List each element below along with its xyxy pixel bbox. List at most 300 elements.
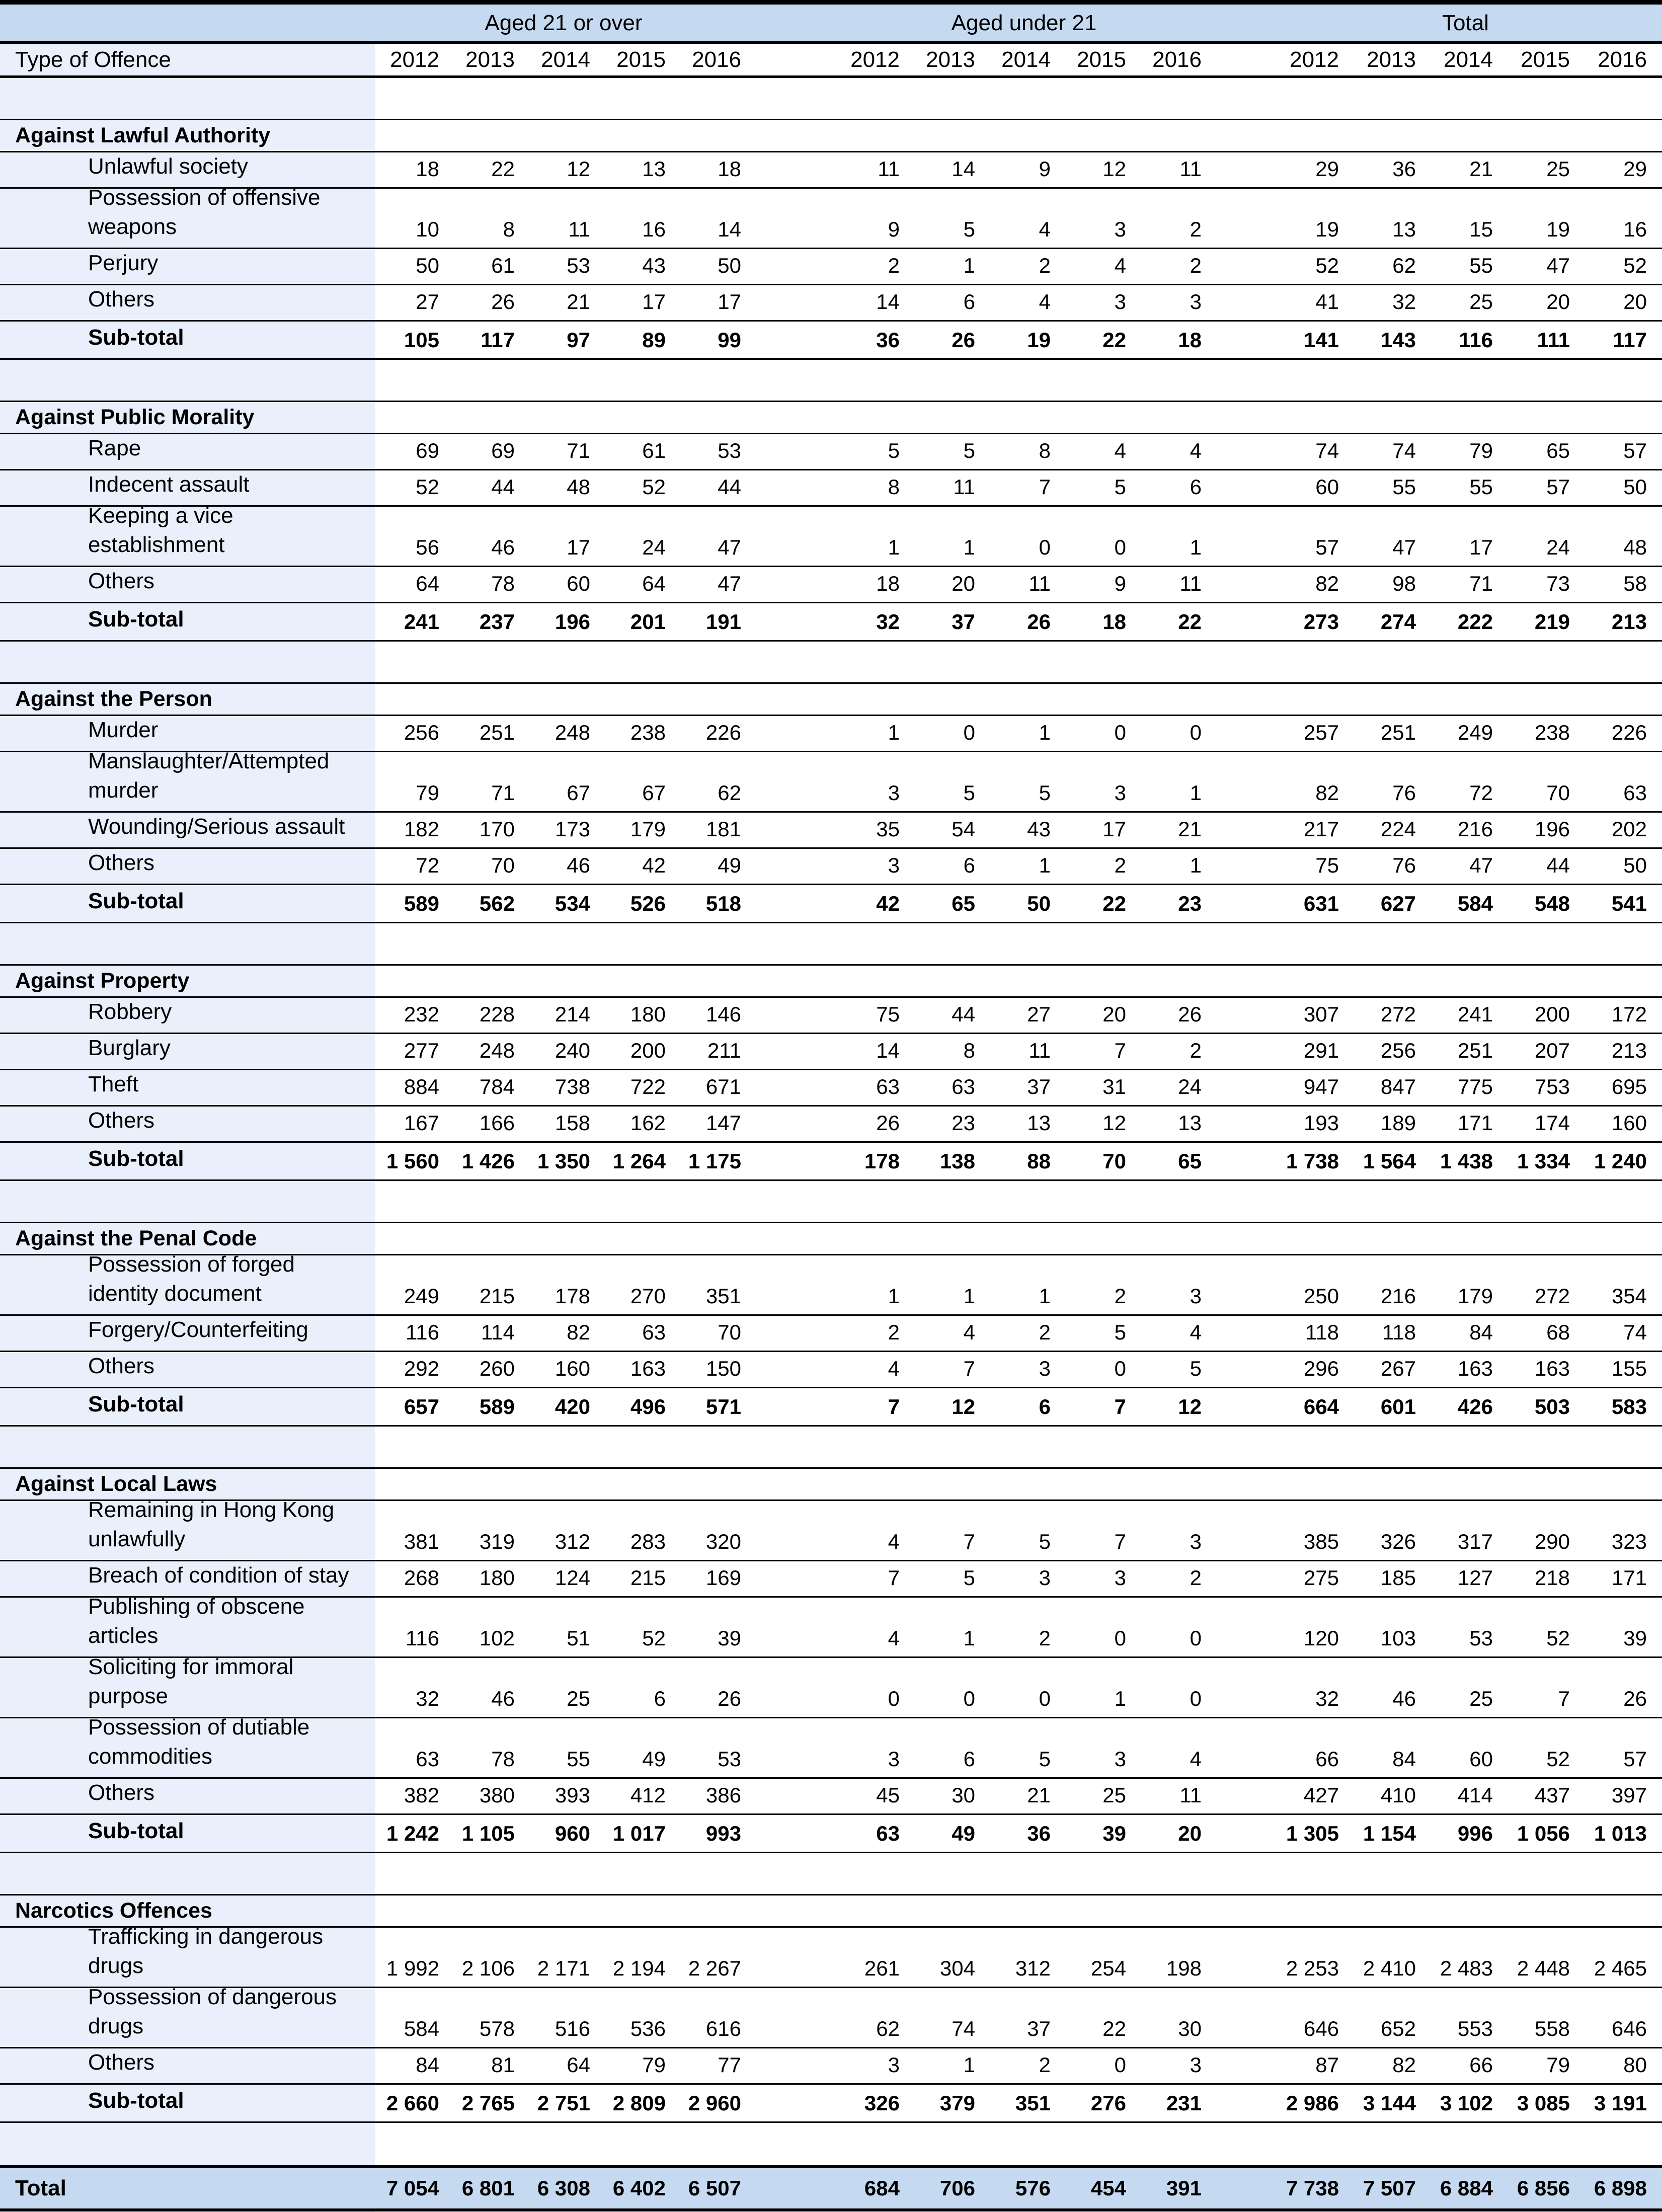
value-cell: 181 bbox=[705, 817, 741, 841]
value-cell: 55 bbox=[1392, 475, 1416, 499]
value-cell: 7 bbox=[1114, 1039, 1126, 1062]
value-cell: 224 bbox=[1380, 817, 1416, 841]
value-cell: 261 bbox=[864, 1956, 900, 1980]
value-cell: 1 bbox=[963, 535, 975, 559]
gap-cell bbox=[1213, 1650, 1273, 1656]
value-cell: 6 bbox=[1039, 1395, 1051, 1418]
value-cell: 143 bbox=[1380, 328, 1416, 352]
value-cell: 3 bbox=[1190, 1284, 1202, 1308]
value-cell: 44 bbox=[491, 475, 515, 499]
value-cell: 7 bbox=[888, 1566, 900, 1590]
value-cell: 46 bbox=[1392, 1687, 1416, 1710]
value-cell: 562 bbox=[479, 892, 515, 915]
value-cell: 589 bbox=[404, 892, 439, 915]
gap-cell bbox=[1213, 1135, 1273, 1141]
value-cell: 70 bbox=[491, 853, 515, 877]
value-cell: 169 bbox=[705, 1566, 741, 1590]
value-cell: 18 bbox=[718, 157, 741, 181]
value-cell: 198 bbox=[1166, 1956, 1202, 1980]
value-cell: 412 bbox=[630, 1783, 666, 1807]
value-cell: 20 bbox=[1623, 290, 1647, 313]
value-cell: 22 bbox=[1102, 892, 1126, 915]
subtotal-label: Sub-total bbox=[88, 607, 184, 631]
value-cell: 53 bbox=[567, 254, 590, 277]
offence-label: Possession of offensive weapons bbox=[88, 185, 321, 239]
value-cell: 1 bbox=[1114, 1687, 1126, 1710]
value-cell: 391 bbox=[1166, 2176, 1202, 2200]
value-cell: 254 bbox=[1090, 1956, 1126, 1980]
value-cell: 22 bbox=[491, 157, 515, 181]
gap-cell bbox=[1213, 1981, 1273, 1987]
value-cell: 652 bbox=[1380, 2017, 1416, 2040]
value-cell: 17 bbox=[642, 290, 666, 313]
offence-label: Forgery/Counterfeiting bbox=[88, 1317, 308, 1342]
grand-total-row bbox=[0, 2165, 1662, 2211]
value-cell: 44 bbox=[1546, 853, 1570, 877]
value-cell: 276 bbox=[1090, 2091, 1126, 2115]
value-cell: 14 bbox=[876, 1039, 900, 1062]
value-cell: 58 bbox=[1623, 572, 1647, 595]
value-cell: 12 bbox=[1102, 157, 1126, 181]
value-cell: 74 bbox=[1623, 1320, 1647, 1344]
offence-label: Perjury bbox=[88, 251, 159, 275]
value-cell: 30 bbox=[1178, 2017, 1202, 2040]
value-cell: 47 bbox=[1546, 254, 1570, 277]
value-cell: 17 bbox=[1469, 535, 1493, 559]
gap-cell bbox=[752, 841, 835, 847]
value-cell: 64 bbox=[416, 572, 439, 595]
value-cell: 50 bbox=[718, 254, 741, 277]
value-cell: 3 144 bbox=[1363, 2091, 1416, 2115]
value-cell: 1 438 bbox=[1440, 1149, 1493, 1173]
value-cell: 42 bbox=[876, 892, 900, 915]
value-cell: 503 bbox=[1534, 1395, 1570, 1418]
value-cell: 323 bbox=[1611, 1530, 1647, 1553]
value-cell: 2 bbox=[1190, 1039, 1202, 1062]
gap-cell bbox=[752, 181, 835, 187]
value-cell: 4 bbox=[1190, 1747, 1202, 1771]
value-cell: 6 bbox=[963, 1747, 975, 1771]
offence-row bbox=[0, 1594, 1662, 1658]
value-cell: 116 bbox=[1459, 328, 1493, 352]
value-cell: 214 bbox=[555, 1002, 590, 1026]
value-cell: 996 bbox=[1457, 1822, 1493, 1845]
value-cell: 3 bbox=[1190, 1530, 1202, 1553]
value-cell: 200 bbox=[1534, 1002, 1570, 1026]
value-cell: 272 bbox=[1380, 1002, 1416, 1026]
age-group-header-row bbox=[0, 5, 1662, 44]
value-cell: 103 bbox=[1380, 1626, 1416, 1650]
value-cell: 62 bbox=[876, 2017, 900, 2040]
value-cell: 47 bbox=[718, 535, 741, 559]
value-cell: 54 bbox=[952, 817, 975, 841]
value-cell: 116 bbox=[406, 1320, 439, 1344]
value-cell: 13 bbox=[1027, 1111, 1051, 1135]
value-cell: 884 bbox=[404, 1075, 439, 1098]
value-cell: 22 bbox=[1102, 2017, 1126, 2040]
value-cell: 29 bbox=[1315, 157, 1339, 181]
offence-label: Manslaughter/Attempted murder bbox=[88, 749, 330, 803]
value-cell: 304 bbox=[939, 1956, 975, 1980]
offence-row bbox=[0, 1924, 1662, 1988]
value-cell: 706 bbox=[939, 2176, 975, 2200]
value-cell: 47 bbox=[718, 572, 741, 595]
value-cell: 5 bbox=[963, 217, 975, 241]
value-cell: 25 bbox=[1469, 290, 1493, 313]
value-cell: 170 bbox=[479, 817, 515, 841]
value-cell: 3 bbox=[888, 1747, 900, 1771]
value-cell: 2 483 bbox=[1440, 1956, 1493, 1980]
gap-cell bbox=[1213, 1381, 1273, 1387]
value-cell: 61 bbox=[491, 254, 515, 277]
value-cell: 11 bbox=[1028, 572, 1051, 595]
value-cell: 87 bbox=[1315, 2053, 1339, 2077]
year-header: 2013 bbox=[465, 47, 515, 72]
value-cell: 17 bbox=[1102, 817, 1126, 841]
value-cell: 105 bbox=[404, 328, 439, 352]
offence-label: Wounding/Serious assault bbox=[88, 814, 345, 839]
value-cell: 0 bbox=[1190, 721, 1202, 744]
value-cell: 39 bbox=[1102, 1822, 1126, 1845]
value-cell: 5 bbox=[963, 439, 975, 462]
subtotal-row bbox=[0, 1388, 1662, 1427]
offence-label: Soliciting for immoral purpose bbox=[88, 1654, 294, 1708]
offence-row bbox=[0, 1985, 1662, 2048]
value-cell: 2 194 bbox=[612, 1956, 666, 1980]
value-cell: 249 bbox=[1457, 721, 1493, 744]
value-cell: 26 bbox=[1623, 1687, 1647, 1710]
value-cell: 5 bbox=[963, 781, 975, 805]
offence-row bbox=[0, 503, 1662, 567]
value-cell: 5 bbox=[1039, 781, 1051, 805]
subtotal-row bbox=[0, 1143, 1662, 1181]
value-cell: 382 bbox=[404, 1783, 439, 1807]
value-cell: 213 bbox=[1611, 1039, 1647, 1062]
gap-cell bbox=[752, 1711, 835, 1717]
offence-row bbox=[0, 1654, 1662, 1718]
value-cell: 571 bbox=[705, 1395, 741, 1418]
value-cell: 291 bbox=[1303, 1039, 1339, 1062]
value-cell: 2 bbox=[888, 254, 900, 277]
value-cell: 50 bbox=[1027, 892, 1051, 915]
value-cell: 21 bbox=[567, 290, 590, 313]
value-cell: 191 bbox=[705, 610, 741, 634]
value-cell: 171 bbox=[1457, 1111, 1493, 1135]
value-cell: 1 334 bbox=[1517, 1149, 1570, 1173]
section-header-row bbox=[0, 120, 1662, 152]
value-cell: 576 bbox=[1015, 2176, 1051, 2200]
value-cell: 12 bbox=[567, 157, 590, 181]
value-cell: 526 bbox=[630, 892, 666, 915]
value-cell: 14 bbox=[876, 290, 900, 313]
value-cell: 379 bbox=[939, 2091, 975, 2115]
value-cell: 4 bbox=[888, 1530, 900, 1553]
value-cell: 251 bbox=[1457, 1039, 1493, 1062]
value-cell: 99 bbox=[718, 328, 741, 352]
value-cell: 116 bbox=[406, 1626, 439, 1650]
value-cell: 695 bbox=[1611, 1075, 1647, 1098]
value-cell: 0 bbox=[1190, 1626, 1202, 1650]
value-cell: 548 bbox=[1534, 892, 1570, 915]
value-cell: 26 bbox=[718, 1687, 741, 1710]
subtotal-label: Sub-total bbox=[88, 1146, 184, 1171]
year-header: 2013 bbox=[1367, 47, 1416, 72]
value-cell: 200 bbox=[630, 1039, 666, 1062]
offence-label: Others bbox=[88, 2050, 155, 2075]
value-cell: 22 bbox=[1178, 610, 1202, 634]
gap-cell bbox=[752, 1135, 835, 1141]
value-cell: 55 bbox=[567, 1747, 590, 1771]
offence-row bbox=[0, 1107, 1662, 1143]
value-cell: 52 bbox=[1546, 1626, 1570, 1650]
value-cell: 268 bbox=[404, 1566, 439, 1590]
value-cell: 29 bbox=[1623, 157, 1647, 181]
value-cell: 283 bbox=[630, 1530, 666, 1553]
year-header: 2015 bbox=[1077, 47, 1126, 72]
value-cell: 0 bbox=[963, 1687, 975, 1710]
subtotal-label: Sub-total bbox=[88, 1392, 184, 1416]
value-cell: 215 bbox=[630, 1566, 666, 1590]
gap-cell bbox=[1213, 1846, 1273, 1852]
offence-row bbox=[0, 813, 1662, 849]
value-cell: 117 bbox=[1613, 328, 1647, 352]
value-cell: 1 bbox=[888, 1284, 900, 1308]
value-cell: 84 bbox=[1392, 1747, 1416, 1771]
value-cell: 222 bbox=[1457, 610, 1493, 634]
value-cell: 5 bbox=[963, 1566, 975, 1590]
value-cell: 75 bbox=[1315, 853, 1339, 877]
value-cell: 167 bbox=[404, 1111, 439, 1135]
value-cell: 50 bbox=[1623, 475, 1647, 499]
gap-cell bbox=[1213, 181, 1273, 187]
value-cell: 0 bbox=[888, 1687, 900, 1710]
gap-cell bbox=[752, 1650, 835, 1656]
value-cell: 21 bbox=[1469, 157, 1493, 181]
value-cell: 257 bbox=[1303, 721, 1339, 744]
value-cell: 57 bbox=[1315, 535, 1339, 559]
value-cell: 23 bbox=[1178, 892, 1202, 915]
value-cell: 12 bbox=[1178, 1395, 1202, 1418]
spacer-row bbox=[0, 1181, 1662, 1223]
spacer-row bbox=[0, 2123, 1662, 2165]
value-cell: 48 bbox=[1623, 535, 1647, 559]
value-cell: 43 bbox=[1027, 817, 1051, 841]
value-cell: 202 bbox=[1611, 817, 1647, 841]
gap-cell bbox=[752, 1419, 835, 1425]
value-cell: 4 bbox=[888, 1357, 900, 1380]
value-cell: 226 bbox=[1611, 721, 1647, 744]
value-cell: 616 bbox=[705, 2017, 741, 2040]
value-cell: 516 bbox=[555, 2017, 590, 2040]
value-cell: 118 bbox=[1382, 1320, 1416, 1344]
value-cell: 1 bbox=[1039, 721, 1051, 744]
value-cell: 7 507 bbox=[1363, 2176, 1416, 2200]
value-cell: 43 bbox=[642, 254, 666, 277]
value-cell: 3 bbox=[1114, 781, 1126, 805]
value-cell: 657 bbox=[404, 1395, 439, 1418]
value-cell: 0 bbox=[1114, 2053, 1126, 2077]
value-cell: 1 bbox=[888, 535, 900, 559]
value-cell: 553 bbox=[1457, 2017, 1493, 2040]
value-cell: 1 bbox=[963, 254, 975, 277]
value-cell: 3 bbox=[1114, 1566, 1126, 1590]
value-cell: 232 bbox=[404, 1002, 439, 1026]
value-cell: 11 bbox=[1028, 1039, 1051, 1062]
value-cell: 414 bbox=[1457, 1783, 1493, 1807]
value-cell: 53 bbox=[718, 1747, 741, 1771]
value-cell: 238 bbox=[1534, 721, 1570, 744]
offence-row bbox=[0, 434, 1662, 470]
value-cell: 88 bbox=[1027, 1149, 1051, 1173]
value-cell: 5 bbox=[1039, 1747, 1051, 1771]
value-cell: 6 bbox=[963, 290, 975, 313]
section-header-label: Against Public Morality bbox=[15, 405, 255, 429]
value-cell: 74 bbox=[1315, 439, 1339, 462]
value-cell: 1 bbox=[1039, 1284, 1051, 1308]
value-cell: 354 bbox=[1611, 1284, 1647, 1308]
year-header: 2016 bbox=[1152, 47, 1202, 72]
spacer-row bbox=[0, 360, 1662, 402]
offence-label: Theft bbox=[88, 1072, 139, 1096]
value-cell: 277 bbox=[404, 1039, 439, 1062]
value-cell: 6 308 bbox=[537, 2176, 590, 2200]
value-cell: 2 465 bbox=[1594, 1956, 1647, 1980]
value-cell: 784 bbox=[479, 1075, 515, 1098]
value-cell: 26 bbox=[491, 290, 515, 313]
value-cell: 73 bbox=[1546, 572, 1570, 595]
gap-cell bbox=[752, 278, 835, 284]
value-cell: 3 bbox=[1190, 2053, 1202, 2077]
year-header: 2012 bbox=[850, 47, 900, 72]
value-cell: 14 bbox=[952, 157, 975, 181]
value-cell: 17 bbox=[567, 535, 590, 559]
value-cell: 584 bbox=[404, 2017, 439, 2040]
value-cell: 111 bbox=[1537, 328, 1570, 352]
value-cell: 993 bbox=[705, 1822, 741, 1845]
gap-cell bbox=[752, 1590, 835, 1596]
value-cell: 26 bbox=[1178, 1002, 1202, 1026]
value-cell: 0 bbox=[1190, 1687, 1202, 1710]
value-cell: 13 bbox=[642, 157, 666, 181]
value-cell: 7 738 bbox=[1286, 2176, 1339, 2200]
value-cell: 68 bbox=[1546, 1320, 1570, 1344]
value-cell: 5 bbox=[1039, 1530, 1051, 1553]
value-cell: 292 bbox=[404, 1357, 439, 1380]
value-cell: 578 bbox=[479, 2017, 515, 2040]
value-cell: 71 bbox=[1469, 572, 1493, 595]
value-cell: 589 bbox=[479, 1395, 515, 1418]
value-cell: 179 bbox=[1457, 1284, 1493, 1308]
gap-cell bbox=[1213, 1711, 1273, 1717]
gap-cell bbox=[752, 805, 835, 811]
value-cell: 7 bbox=[963, 1530, 975, 1553]
offence-row bbox=[0, 1352, 1662, 1388]
value-cell: 15 bbox=[1469, 217, 1493, 241]
group-header-aged-21-or-over: Aged 21 or over bbox=[485, 10, 643, 35]
value-cell: 42 bbox=[642, 853, 666, 877]
offence-label: Possession of dangerous drugs bbox=[88, 1985, 337, 2038]
grand-total-label: Total bbox=[15, 2176, 66, 2200]
offence-label: Indecent assault bbox=[88, 472, 250, 497]
table-body bbox=[0, 78, 1662, 2211]
value-cell: 89 bbox=[642, 328, 666, 352]
value-cell: 158 bbox=[555, 1111, 590, 1135]
value-cell: 664 bbox=[1303, 1395, 1339, 1418]
year-header: 2015 bbox=[616, 47, 666, 72]
value-cell: 722 bbox=[630, 1075, 666, 1098]
value-cell: 39 bbox=[718, 1626, 741, 1650]
value-cell: 1 bbox=[963, 2053, 975, 2077]
value-cell: 6 bbox=[963, 853, 975, 877]
value-cell: 182 bbox=[404, 817, 439, 841]
value-cell: 6 856 bbox=[1517, 2176, 1570, 2200]
value-cell: 147 bbox=[705, 1111, 741, 1135]
gap-cell bbox=[1213, 1590, 1273, 1596]
gap-cell bbox=[752, 2115, 835, 2121]
value-cell: 6 bbox=[1190, 475, 1202, 499]
type-of-offence-header: Type of Offence bbox=[15, 47, 171, 72]
spacer-row bbox=[0, 1427, 1662, 1469]
value-cell: 47 bbox=[1392, 535, 1416, 559]
value-cell: 351 bbox=[705, 1284, 741, 1308]
gap-cell bbox=[1213, 278, 1273, 284]
value-cell: 5 bbox=[888, 439, 900, 462]
value-cell: 63 bbox=[416, 1747, 439, 1771]
value-cell: 52 bbox=[416, 475, 439, 499]
value-cell: 67 bbox=[642, 781, 666, 805]
gap-cell bbox=[752, 596, 835, 602]
value-cell: 23 bbox=[952, 1111, 975, 1135]
value-cell: 63 bbox=[876, 1075, 900, 1098]
value-cell: 47 bbox=[1469, 853, 1493, 877]
value-cell: 172 bbox=[1611, 1002, 1647, 1026]
value-cell: 3 bbox=[888, 2053, 900, 2077]
value-cell: 426 bbox=[1457, 1395, 1493, 1418]
gap-cell bbox=[752, 1381, 835, 1387]
value-cell: 16 bbox=[1623, 217, 1647, 241]
gap-cell bbox=[1213, 1554, 1273, 1560]
value-cell: 454 bbox=[1090, 2176, 1126, 2200]
value-cell: 7 bbox=[963, 1357, 975, 1380]
value-cell: 2 bbox=[1114, 1284, 1126, 1308]
value-cell: 267 bbox=[1380, 1357, 1416, 1380]
offence-label: Publishing of obscene articles bbox=[88, 1594, 305, 1648]
value-cell: 1 013 bbox=[1594, 1822, 1647, 1845]
value-cell: 66 bbox=[1315, 1747, 1339, 1771]
value-cell: 163 bbox=[1534, 1357, 1570, 1380]
value-cell: 78 bbox=[491, 572, 515, 595]
value-cell: 25 bbox=[1546, 157, 1570, 181]
value-cell: 51 bbox=[567, 1626, 590, 1650]
year-header: 2013 bbox=[926, 47, 975, 72]
value-cell: 180 bbox=[630, 1002, 666, 1026]
value-cell: 160 bbox=[555, 1357, 590, 1380]
value-cell: 1 105 bbox=[461, 1822, 515, 1845]
value-cell: 380 bbox=[479, 1783, 515, 1807]
offence-label: Others bbox=[88, 850, 155, 875]
gap-cell bbox=[1213, 841, 1273, 847]
value-cell: 2 bbox=[1039, 2053, 1051, 2077]
offence-row bbox=[0, 1779, 1662, 1815]
value-cell: 37 bbox=[1027, 2017, 1051, 2040]
gap-cell bbox=[752, 745, 835, 751]
value-cell: 2 267 bbox=[688, 1956, 741, 1980]
value-cell: 7 bbox=[1114, 1395, 1126, 1418]
gap-cell bbox=[1213, 878, 1273, 884]
value-cell: 1 bbox=[1190, 853, 1202, 877]
value-cell: 627 bbox=[1380, 892, 1416, 915]
value-cell: 393 bbox=[555, 1783, 590, 1807]
